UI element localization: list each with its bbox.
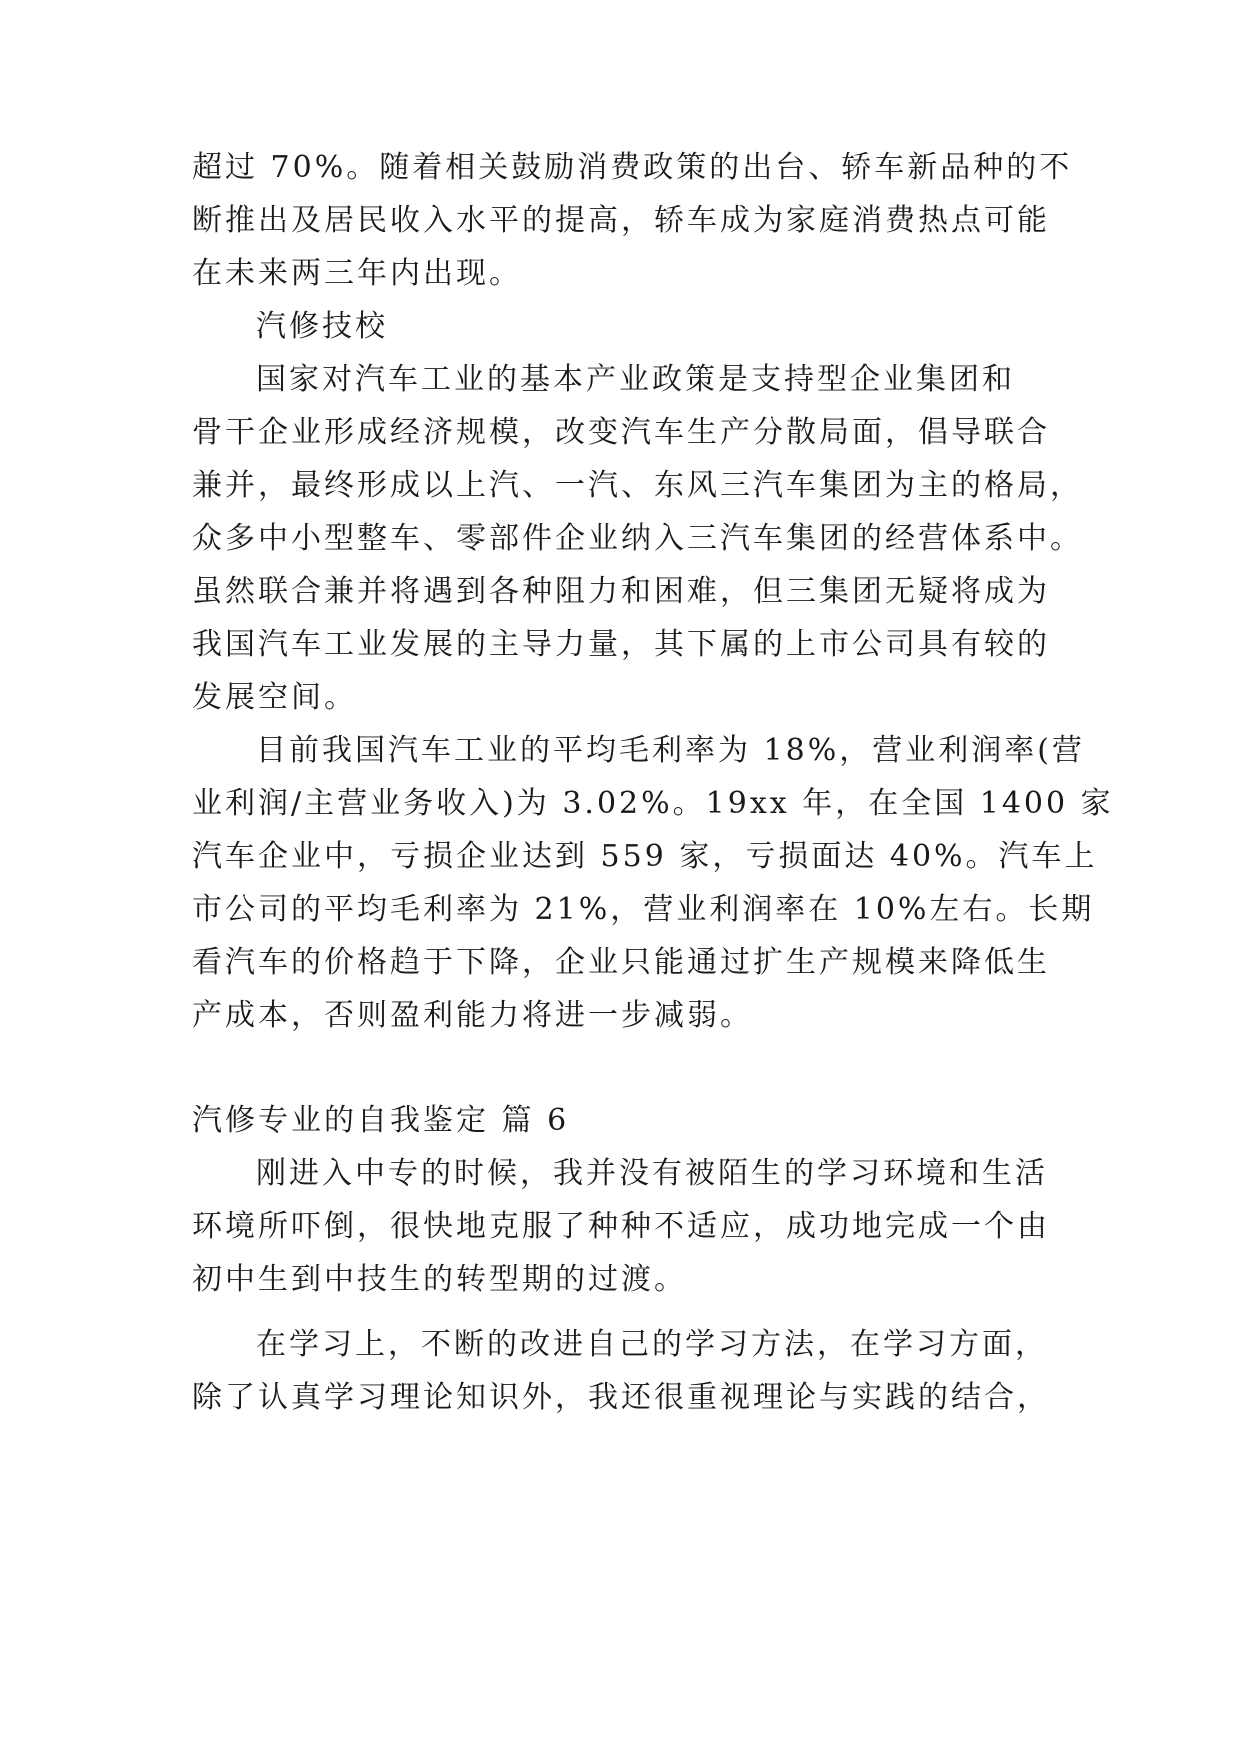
text-line: 目前我国汽车工业的平均毛利率为 18%，营业利润率(营 (256, 733, 1085, 768)
text-line: 看汽车的价格趋于下降，企业只能通过扩生产规模来降低生 (192, 945, 1050, 980)
text-line: 发展空间。 (192, 680, 357, 715)
text-line: 众多中小型整车、零部件企业纳入三汽车集团的经营体系中。 (192, 521, 1083, 556)
text-line: 虽然联合兼并将遇到各种阻力和困难，但三集团无疑将成为 (192, 574, 1050, 609)
section-heading: 汽修技校 (256, 309, 388, 344)
text-line: 断推出及居民收入水平的提高，轿车成为家庭消费热点可能 (192, 203, 1050, 238)
text-line: 刚进入中专的时候，我并没有被陌生的学习环境和生活 (256, 1156, 1048, 1191)
text-line: 初中生到中技生的转型期的过渡。 (192, 1262, 687, 1297)
text-line: 我国汽车工业发展的主导力量，其下属的上市公司具有较的 (192, 627, 1050, 662)
text-line: 国家对汽车工业的基本产业政策是支持型企业集团和 (256, 362, 1015, 397)
text-line: 业利润/主营业务收入)为 3.02%。19xx 年，在全国 1400 家 (192, 786, 1114, 821)
text-line: 产成本，否则盈利能力将进一步减弱。 (192, 998, 753, 1033)
text-line: 市公司的平均毛利率为 21%，营业利润率在 10%左右。长期 (192, 892, 1095, 927)
text-line: 在未来两三年内出现。 (192, 256, 522, 291)
text-line: 除了认真学习理论知识外，我还很重视理论与实践的结合， (192, 1380, 1050, 1415)
text-line: 骨干企业形成经济规模，改变汽车生产分散局面，倡导联合 (192, 415, 1050, 450)
text-line: 汽车企业中，亏损企业达到 559 家，亏损面达 40%。汽车上 (192, 839, 1098, 874)
text-line: 超过 70%。随着相关鼓励消费政策的出台、轿车新品种的不 (192, 150, 1073, 185)
text-line: 兼并，最终形成以上汽、一汽、东风三汽车集团为主的格局， (192, 468, 1083, 503)
text-line: 环境所吓倒，很快地克服了种种不适应，成功地完成一个由 (192, 1209, 1050, 1244)
section-heading: 汽修专业的自我鉴定 篇 6 (192, 1103, 570, 1138)
text-line: 在学习上，不断的改进自己的学习方法，在学习方面， (256, 1327, 1048, 1362)
